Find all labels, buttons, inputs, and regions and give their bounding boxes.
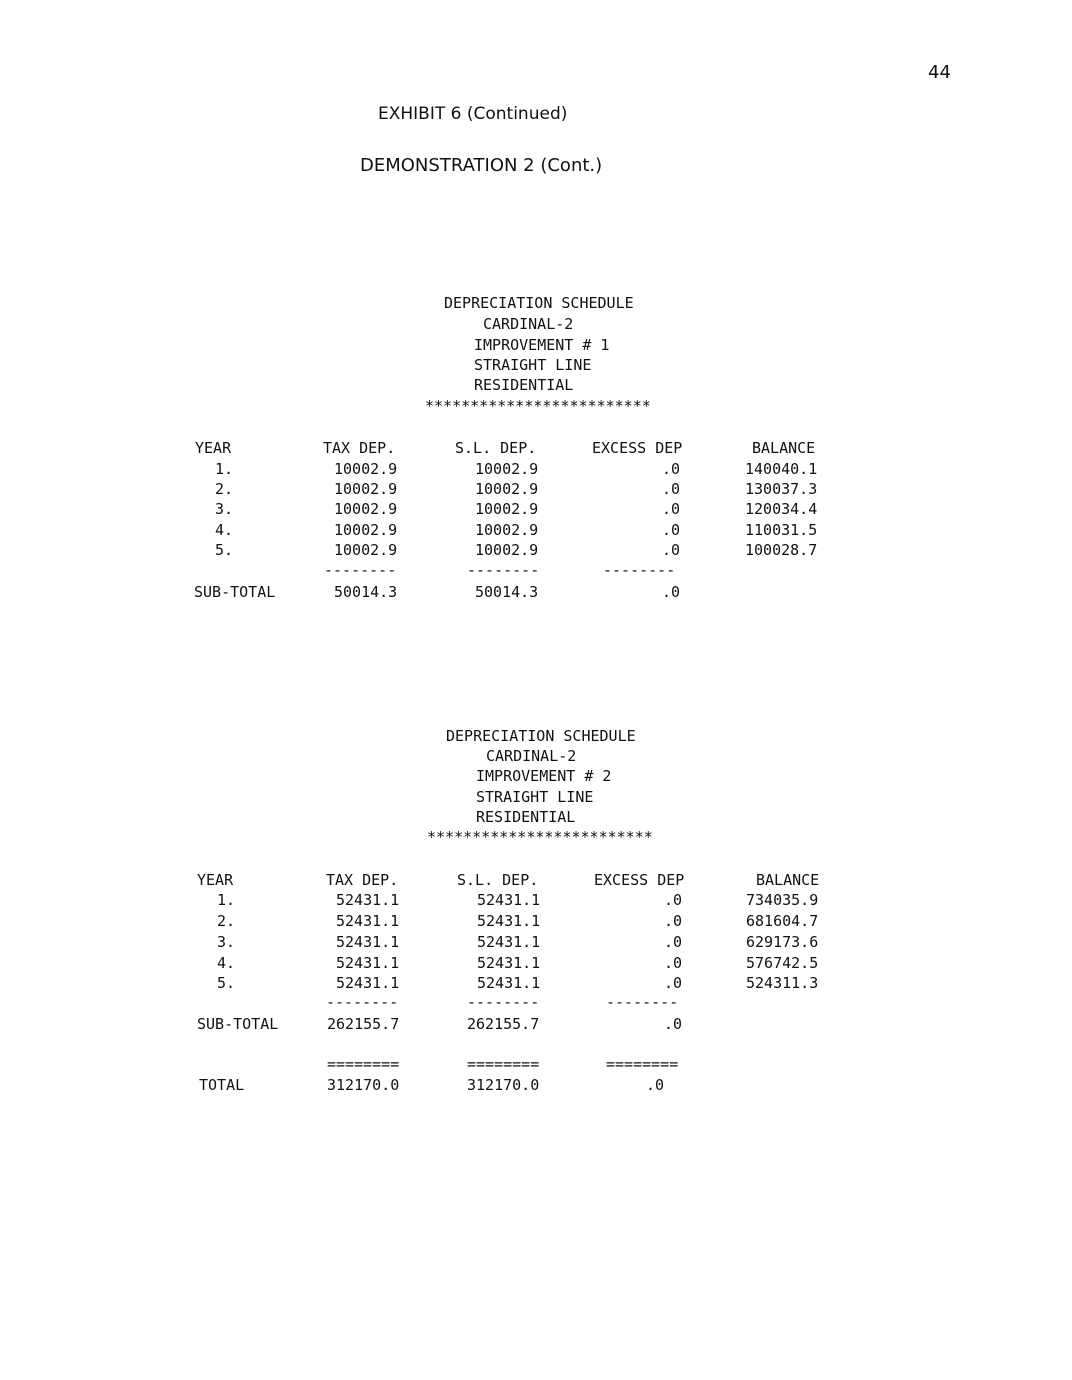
sl-dep-cell: 52431.1 bbox=[477, 974, 541, 992]
excess-dep-cell: .0 bbox=[662, 541, 681, 559]
equals-separator: ======== bbox=[467, 1055, 540, 1073]
col-header-balance: BALANCE bbox=[752, 439, 816, 457]
balance-cell: 140040.1 bbox=[745, 460, 818, 478]
dash-separator: -------- bbox=[606, 993, 679, 1011]
excess-dep-cell: .0 bbox=[662, 480, 681, 498]
subtotal-label: SUB-TOTAL bbox=[194, 583, 276, 601]
subtotal-tax-dep: 262155.7 bbox=[327, 1015, 400, 1033]
col-header-year: YEAR bbox=[197, 871, 234, 889]
demonstration-title: DEMONSTRATION 2 (Cont.) bbox=[360, 155, 603, 176]
sl-dep-cell: 52431.1 bbox=[477, 912, 541, 930]
balance-cell: 734035.9 bbox=[746, 891, 819, 909]
year-cell: 3. bbox=[215, 500, 234, 518]
sl-dep-cell: 52431.1 bbox=[477, 954, 541, 972]
dash-separator: -------- bbox=[326, 993, 399, 1011]
balance-cell: 100028.7 bbox=[745, 541, 818, 559]
dash-separator: -------- bbox=[603, 561, 676, 579]
subtotal-tax-dep: 50014.3 bbox=[334, 583, 398, 601]
property-type-label: RESIDENTIAL bbox=[476, 808, 576, 826]
year-cell: 5. bbox=[217, 974, 236, 992]
tax-dep-cell: 52431.1 bbox=[336, 933, 400, 951]
tax-dep-cell: 10002.9 bbox=[334, 500, 398, 518]
col-header-sl-dep: S.L. DEP. bbox=[455, 439, 537, 457]
tax-dep-cell: 52431.1 bbox=[336, 974, 400, 992]
schedule-title: DEPRECIATION SCHEDULE bbox=[446, 727, 636, 745]
subtotal-sl-dep: 50014.3 bbox=[475, 583, 539, 601]
equals-separator: ======== bbox=[327, 1055, 400, 1073]
year-cell: 1. bbox=[217, 891, 236, 909]
excess-dep-cell: .0 bbox=[662, 521, 681, 539]
tax-dep-cell: 10002.9 bbox=[334, 541, 398, 559]
sl-dep-cell: 10002.9 bbox=[475, 460, 539, 478]
star-separator: ************************* bbox=[425, 397, 651, 415]
col-header-excess-dep: EXCESS DEP bbox=[592, 439, 683, 457]
sl-dep-cell: 10002.9 bbox=[475, 500, 539, 518]
balance-cell: 120034.4 bbox=[745, 500, 818, 518]
col-header-year: YEAR bbox=[195, 439, 232, 457]
excess-dep-cell: .0 bbox=[664, 912, 683, 930]
col-header-excess-dep: EXCESS DEP bbox=[594, 871, 685, 889]
excess-dep-cell: .0 bbox=[664, 891, 683, 909]
exhibit-title: EXHIBIT 6 (Continued) bbox=[378, 104, 568, 124]
page-number: 44 bbox=[928, 62, 951, 83]
subtotal-sl-dep: 262155.7 bbox=[467, 1015, 540, 1033]
col-header-tax-dep: TAX DEP. bbox=[323, 439, 396, 457]
schedule-title: DEPRECIATION SCHEDULE bbox=[444, 294, 634, 312]
excess-dep-cell: .0 bbox=[664, 933, 683, 951]
project-name: CARDINAL-2 bbox=[486, 747, 577, 765]
year-cell: 4. bbox=[217, 954, 236, 972]
excess-dep-cell: .0 bbox=[664, 974, 683, 992]
balance-cell: 110031.5 bbox=[745, 521, 818, 539]
improvement-label: IMPROVEMENT # 1 bbox=[474, 336, 610, 354]
subtotal-excess-dep: .0 bbox=[664, 1015, 683, 1033]
col-header-balance: BALANCE bbox=[756, 871, 820, 889]
year-cell: 3. bbox=[217, 933, 236, 951]
year-cell: 2. bbox=[215, 480, 234, 498]
sl-dep-cell: 52431.1 bbox=[477, 933, 541, 951]
dash-separator: -------- bbox=[467, 993, 540, 1011]
balance-cell: 576742.5 bbox=[746, 954, 819, 972]
project-name: CARDINAL-2 bbox=[483, 315, 574, 333]
balance-cell: 629173.6 bbox=[746, 933, 819, 951]
improvement-label: IMPROVEMENT # 2 bbox=[476, 767, 612, 785]
col-header-tax-dep: TAX DEP. bbox=[326, 871, 399, 889]
excess-dep-cell: .0 bbox=[662, 460, 681, 478]
star-separator: ************************* bbox=[427, 828, 653, 846]
year-cell: 2. bbox=[217, 912, 236, 930]
year-cell: 5. bbox=[215, 541, 234, 559]
sl-dep-cell: 52431.1 bbox=[477, 891, 541, 909]
excess-dep-cell: .0 bbox=[664, 954, 683, 972]
balance-cell: 524311.3 bbox=[746, 974, 819, 992]
tax-dep-cell: 10002.9 bbox=[334, 521, 398, 539]
tax-dep-cell: 10002.9 bbox=[334, 480, 398, 498]
tax-dep-cell: 52431.1 bbox=[336, 954, 400, 972]
property-type-label: RESIDENTIAL bbox=[474, 376, 574, 394]
subtotal-excess-dep: .0 bbox=[662, 583, 681, 601]
balance-cell: 681604.7 bbox=[746, 912, 819, 930]
sl-dep-cell: 10002.9 bbox=[475, 541, 539, 559]
year-cell: 1. bbox=[215, 460, 234, 478]
year-cell: 4. bbox=[215, 521, 234, 539]
method-label: STRAIGHT LINE bbox=[476, 788, 594, 806]
dash-separator: -------- bbox=[324, 561, 397, 579]
excess-dep-cell: .0 bbox=[662, 500, 681, 518]
dash-separator: -------- bbox=[467, 561, 540, 579]
total-label: TOTAL bbox=[199, 1076, 245, 1094]
equals-separator: ======== bbox=[606, 1055, 679, 1073]
tax-dep-cell: 52431.1 bbox=[336, 912, 400, 930]
col-header-sl-dep: S.L. DEP. bbox=[457, 871, 539, 889]
sl-dep-cell: 10002.9 bbox=[475, 480, 539, 498]
tax-dep-cell: 52431.1 bbox=[336, 891, 400, 909]
total-tax-dep: 312170.0 bbox=[327, 1076, 400, 1094]
total-sl-dep: 312170.0 bbox=[467, 1076, 540, 1094]
subtotal-label: SUB-TOTAL bbox=[197, 1015, 279, 1033]
balance-cell: 130037.3 bbox=[745, 480, 818, 498]
method-label: STRAIGHT LINE bbox=[474, 356, 592, 374]
sl-dep-cell: 10002.9 bbox=[475, 521, 539, 539]
tax-dep-cell: 10002.9 bbox=[334, 460, 398, 478]
total-excess-dep: .0 bbox=[646, 1076, 665, 1094]
